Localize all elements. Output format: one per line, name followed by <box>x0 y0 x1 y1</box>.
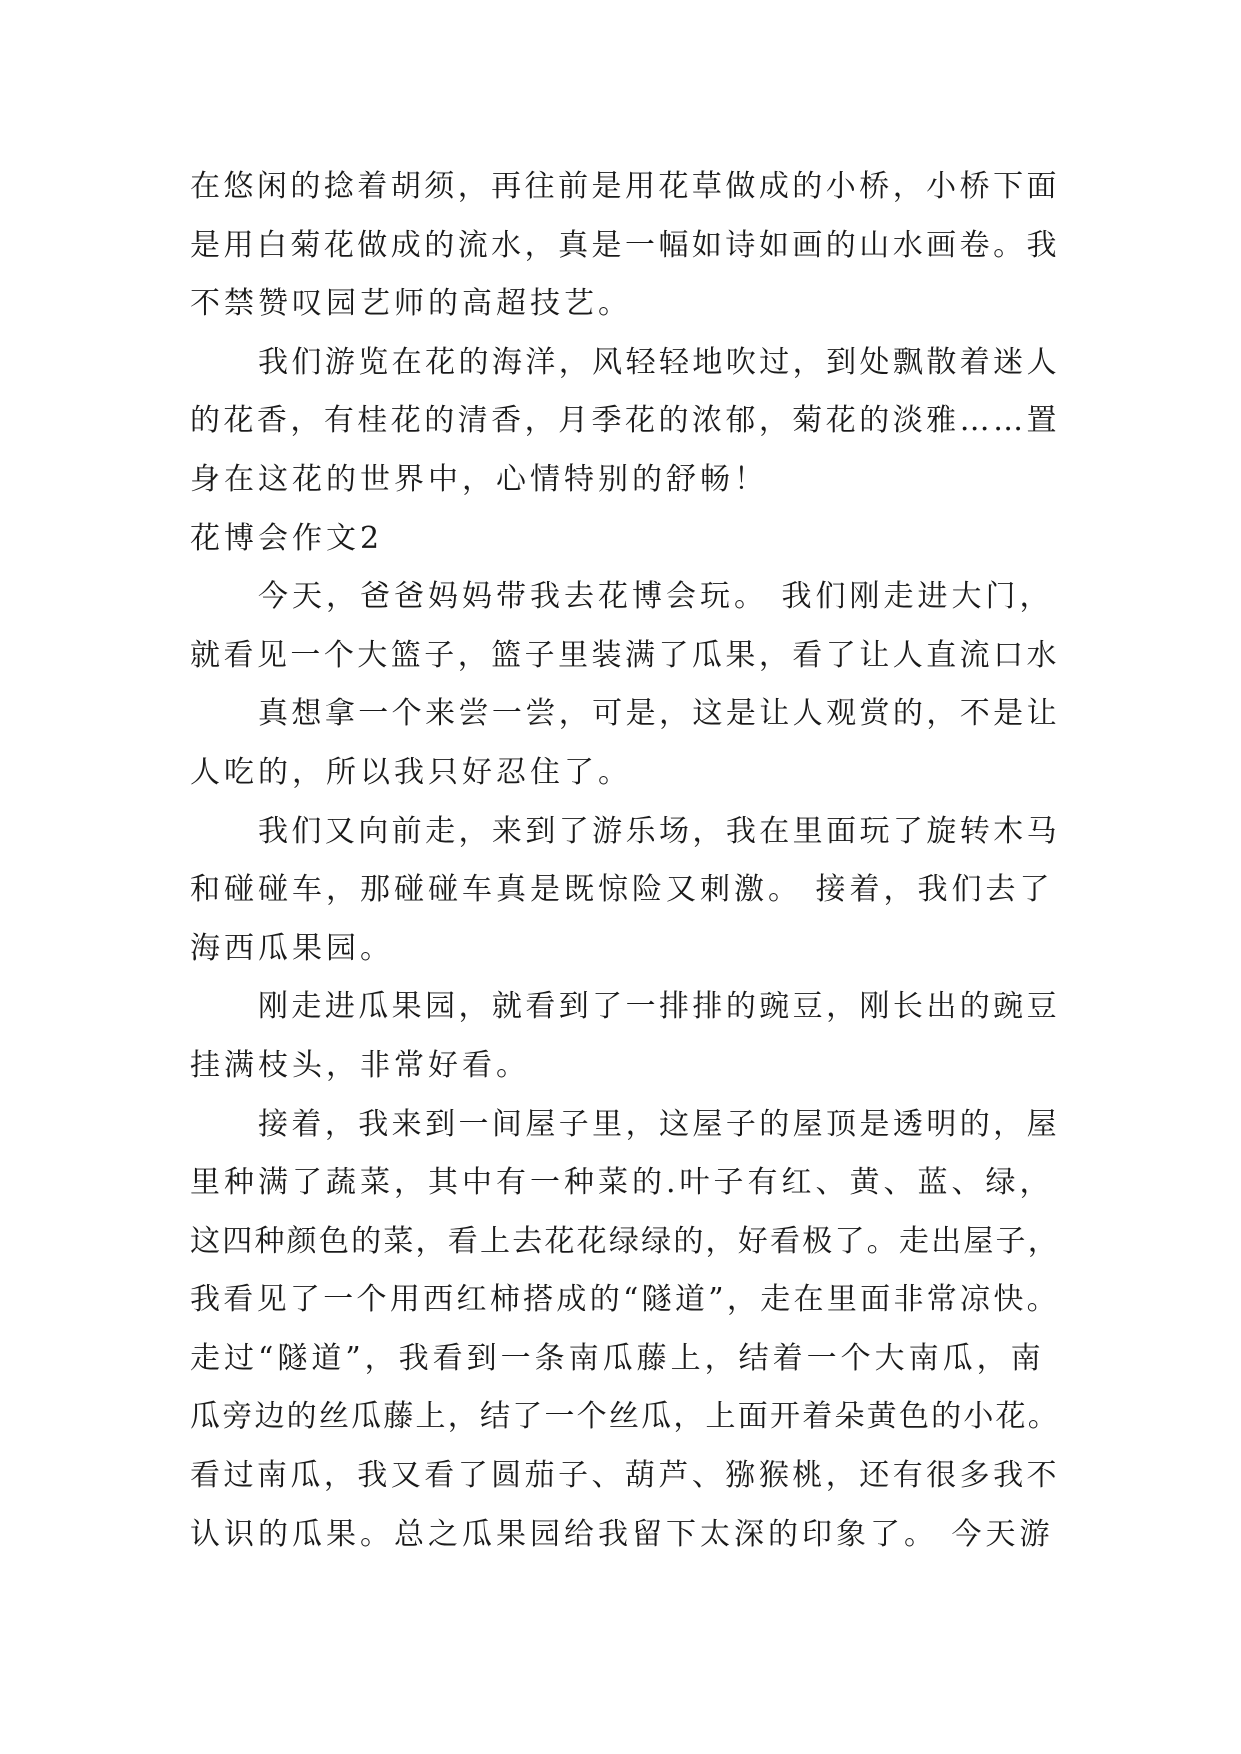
text-line: 今天，爸爸妈妈带我去花博会玩。 我们刚走进大门， <box>258 579 1054 615</box>
section-heading: 花博会作文2 <box>190 520 384 556</box>
text-line: 我们又向前走，来到了游乐场，我在里面玩了旋转木马 <box>258 813 1060 849</box>
text-line: 海西瓜果园。 <box>190 930 394 966</box>
text-line: 瓜旁边的丝瓜藤上，结了一个丝瓜，上面开着朵黄色的小花。 <box>190 1399 1060 1435</box>
text-line: 刚走进瓜果园，就看到了一排排的豌豆，刚长出的豌豆 <box>258 989 1060 1025</box>
text-line: 我看见了一个用西红柿搭成的“隧道”，走在里面非常凉快。 <box>190 1282 1060 1318</box>
text-line: 挂满枝头，非常好看。 <box>190 1047 530 1083</box>
text-line: 认识的瓜果。总之瓜果园给我留下太深的印象了。 今天游 <box>190 1516 1054 1552</box>
text-line: 这四种颜色的菜，看上去花花绿绿的，好看极了。走出屋子， <box>190 1223 1060 1259</box>
text-line: 就看见一个大篮子，篮子里装满了瓜果，看了让人直流口水 <box>190 637 1060 673</box>
text-line: 接着，我来到一间屋子里，这屋子的屋顶是透明的，屋 <box>258 1106 1060 1142</box>
text-line: 是用白菊花做成的流水，真是一幅如诗如画的山水画卷。我 <box>190 227 1060 263</box>
text-line: 和碰碰车，那碰碰车真是既惊险又刺激。 接着，我们去了 <box>190 872 1054 908</box>
text-line: 里种满了蔬菜，其中有一种菜的.叶子有红、黄、蓝、绿， <box>190 1165 1054 1201</box>
essay-body <box>190 158 1060 1564</box>
text-line: 我们游览在花的海洋，风轻轻地吹过，到处飘散着迷人 <box>258 344 1060 380</box>
text-line: 看过南瓜，我又看了圆茄子、葫芦、猕猴桃，还有很多我不 <box>190 1458 1060 1494</box>
text-line: 真想拿一个来尝一尝，可是，这是让人观赏的，不是让 <box>258 696 1060 732</box>
text-line: 不禁赞叹园艺师的高超技艺。 <box>190 286 632 322</box>
text-line: 的花香，有桂花的清香，月季花的浓郁，菊花的淡雅……置 <box>190 403 1060 439</box>
text-line: 在悠闲的捻着胡须，再往前是用花草做成的小桥，小桥下面 <box>190 169 1060 204</box>
text-line: 走过“隧道”，我看到一条南瓜藤上，结着一个大南瓜，南 <box>190 1340 1045 1376</box>
text-line: 身在这花的世界中，心情特别的舒畅！ <box>190 461 768 497</box>
text-line: 人吃的，所以我只好忍住了。 <box>190 754 632 790</box>
